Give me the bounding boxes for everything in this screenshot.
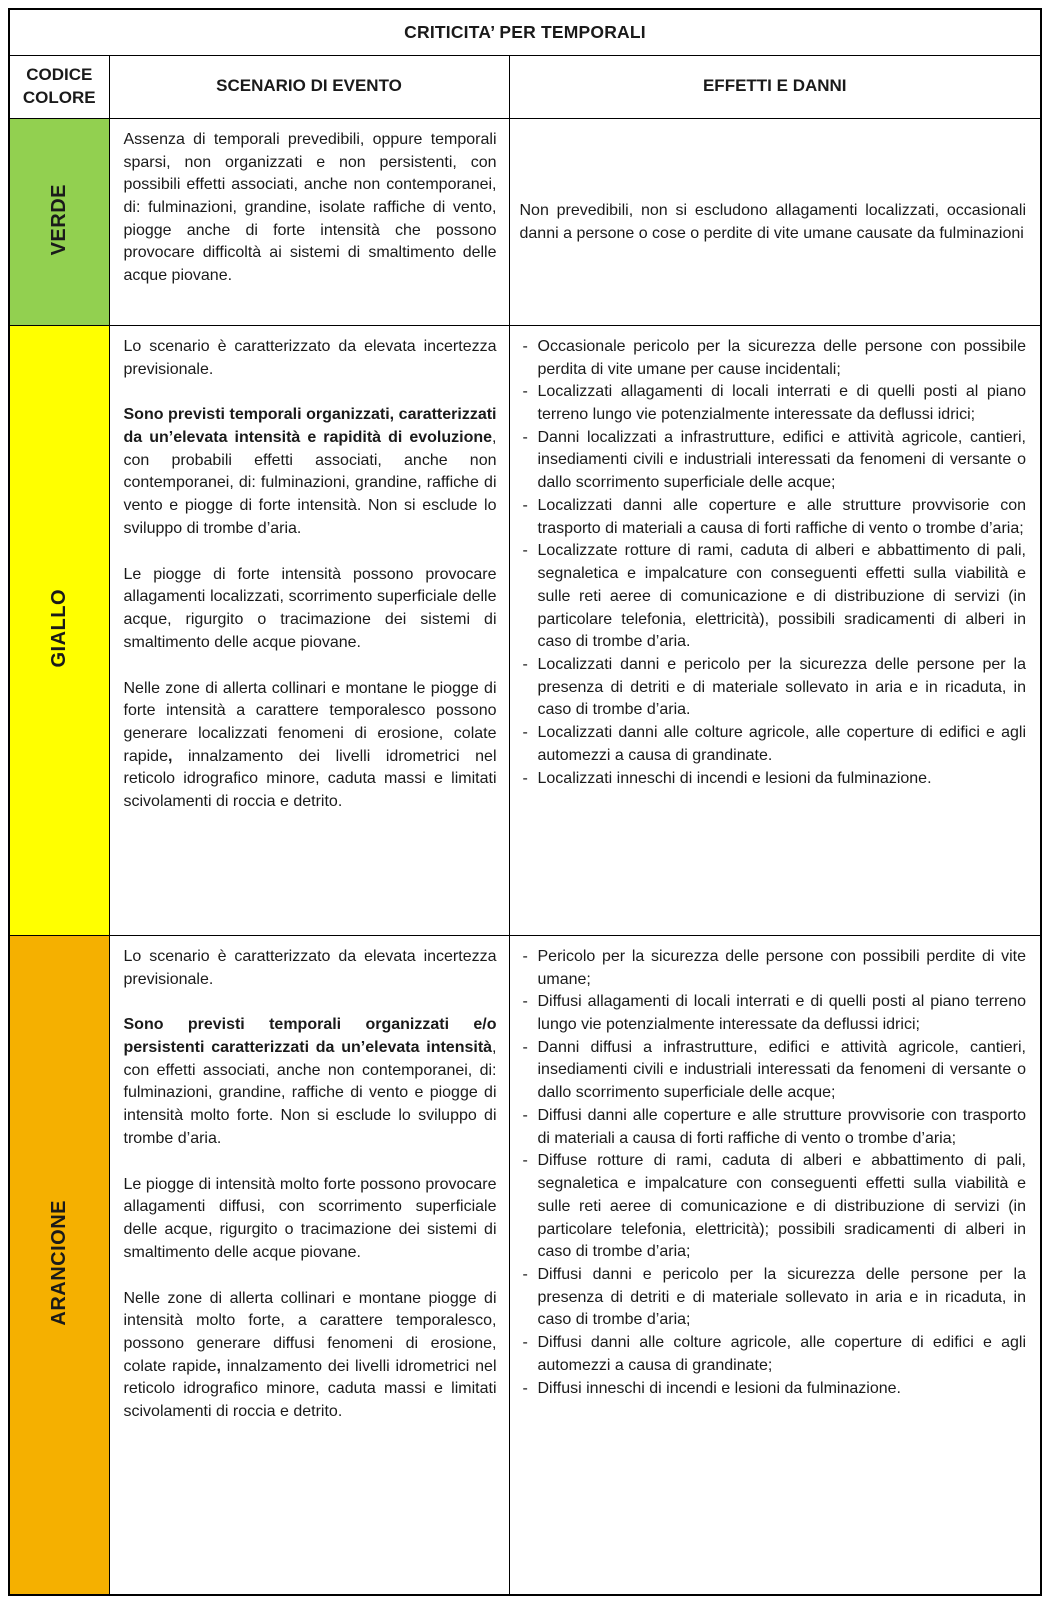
table-row-giallo [9,325,1041,935]
table-row-arancione [9,935,1041,1595]
scenario-paragraph: Nelle zone di allerta collinari e montane piogge di intensità molto forte, a carattere temporalesco, possono generare diffusi fenomeni di erosione, colate rapide, innalzamento dei livelli idrometrici nel reticolo idrografico minore, caduta massi e limitati scivolamenti di roccia e detrito. [123,1289,497,1421]
scenario-cell-arancione [109,935,509,1595]
effect-item: - Diffusi danni alle coperture e alle strutture provvisorie con trasporto di materiali a causa di forti raffiche di vento o trombe d’aria; [520,1105,1027,1150]
effect-item: - Diffusi danni alle colture agricole, alle coperture di edifici e agli automezzi a causa di grandinate; [520,1332,1027,1377]
criticita-temporali-table [8,8,1042,1596]
scenario-paragraph: Nelle zone di allerta collinari e montane le piogge di forte intensità a carattere temporalesco possono generare localizzati fenomeni di erosione, colate rapide, innalzamento dei livelli idrometrici nel reticolo idrografico minore, caduta massi e limitati scivolamenti di roccia e detrito. [123,679,497,811]
effect-paragraph: Non prevedibili, non si escludono allagamenti localizzati, occasionali danni a persone o cose o perdite di vite umane causate da fulminazioni [519,202,1026,242]
title-row [9,9,1041,56]
effects-cell-arancione [509,935,1041,1595]
effect-item: - Occasionale pericolo per la sicurezza delle persone con possibile perdita di vite umane per cause incidentali; [520,336,1027,381]
document-page [8,8,1040,1596]
effect-item: - Diffuse rotture di rami, caduta di alberi e abbattimento di pali, segnaletica e impalcature con conseguenti effetti sulla viabilità e sulle reti aeree di comunicazione e di distribuzione di servizi (in particolare telefonia, elettricità); possibili sradicamenti di alberi in caso di trombe d’aria; [520,1150,1027,1264]
scenario-paragraph: Assenza di temporali prevedibili, oppure temporali sparsi, non organizzati e non persistenti, con possibili effetti associati, anche non contemporanei, di: fulminazioni, grandine, isolate raffiche di vento, piogge anche di forte intensità che possono provocare difficoltà ai sistemi di smaltimento delle acque piovane. [123,130,497,285]
color-code-label: GIALLO [47,588,70,668]
effect-item: - Danni diffusi a infrastrutture, edifici e attività agricole, cantieri, insediamenti civili e industriali interessati da fenomeni di versante o dallo scorrimento superficiale delle acque; [520,1037,1027,1105]
effect-item: - Localizzati allagamenti di locali interrati e di quelli posti al piano terreno lungo vie potenzialmente interessate da deflussi idrici; [520,381,1027,426]
color-code-label: VERDE [47,183,70,256]
column-header-scenario: SCENARIO DI EVENTO [109,56,509,119]
color-code-label: ARANCIONE [47,1199,70,1326]
scenario-paragraph: Lo scenario è caratterizzato da elevata incertezza previsionale. [123,947,497,988]
effect-item: - Diffusi allagamenti di locali interrati e di quelli posti al piano terreno lungo vie potenzialmente interessate da deflussi idrici; [520,991,1027,1036]
color-code-cell-arancione [9,935,109,1595]
scenario-paragraph: Lo scenario è caratterizzato da elevata incertezza previsionale. [123,337,497,378]
color-code-cell-verde [9,118,109,325]
scenario-cell-giallo [109,325,509,935]
effect-item: - Localizzati danni alle colture agricole, alle coperture di edifici e agli automezzi a causa di grandinate. [520,722,1027,767]
scenario-paragraph: Sono previsti temporali organizzati, caratterizzati da un’elevata intensità e rapidità di evoluzione, con probabili effetti associati, anche non contemporanei, di: fulminazioni, grandine, raffiche di vento e piogge di forte intensità. Non si esclude lo sviluppo di trombe d’aria. [123,406,497,537]
effect-item: - Diffusi danni e pericolo per la sicurezza delle persone per la presenza di detriti e di materiale sollevato in aria e in ricaduta, in caso di trombe d’aria; [520,1264,1027,1332]
effect-item: - Localizzati danni e pericolo per la sicurezza delle persone per la presenza di detriti e di materiale sollevato in aria e in ricaduta, in caso di trombe d’aria. [520,654,1027,722]
color-code-cell-giallo [9,325,109,935]
table-title: CRITICITA’ PER TEMPORALI [9,9,1041,56]
effect-item: - Diffusi inneschi di incendi e lesioni da fulminazione. [520,1378,1027,1401]
column-header-effetti: EFFETTI E DANNI [509,56,1041,119]
effect-item: - Localizzate rotture di rami, caduta di alberi e abbattimento di pali, segnaletica e impalcature con conseguenti effetti sulla viabilità e sulle reti aeree di comunicazione e di distribuzione di servizi (in particolare telefonia, elettricità), possibili sradicamenti di alberi in caso di trombe d’aria. [520,540,1027,654]
effects-cell-verde [509,118,1041,325]
column-header-codice-colore: CODICE COLORE [9,56,109,119]
scenario-paragraph: Le piogge di intensità molto forte possono provocare allagamenti diffusi, con scorrimento superficiale delle acque, rigurgito o tracimazione dei sistemi di smaltimento delle acque piovane. [123,1175,497,1261]
effect-item: - Danni localizzati a infrastrutture, edifici e attività agricole, cantieri, insediamenti civili e industriali interessati da fenomeni di versante o dallo scorrimento superficiale delle acque; [520,427,1027,495]
effects-cell-giallo [509,325,1041,935]
header-row [9,56,1041,119]
effect-item: - Pericolo per la sicurezza delle persone con possibili perdite di vite umane; [520,946,1027,991]
effect-item: - Localizzati inneschi di incendi e lesioni da fulminazione. [520,768,1027,791]
scenario-paragraph: Le piogge di forte intensità possono provocare allagamenti localizzati, scorrimento superficiale delle acque, rigurgito o tracimazione dei sistemi di smaltimento delle acque piovane. [123,565,497,651]
effect-item: - Localizzati danni alle coperture e alle strutture provvisorie con trasporto di materiali a causa di forti raffiche di vento o trombe d’aria; [520,495,1027,540]
scenario-cell-verde [109,118,509,325]
scenario-paragraph: Sono previsti temporali organizzati e/o persistenti caratterizzati da un’elevata intensità, con effetti associati, anche non contemporanei, di: fulminazioni, grandine, raffiche di vento e piogge di intensità molto forte. Non si esclude lo sviluppo di trombe d’aria. [123,1016,497,1147]
table-row-verde [9,118,1041,325]
